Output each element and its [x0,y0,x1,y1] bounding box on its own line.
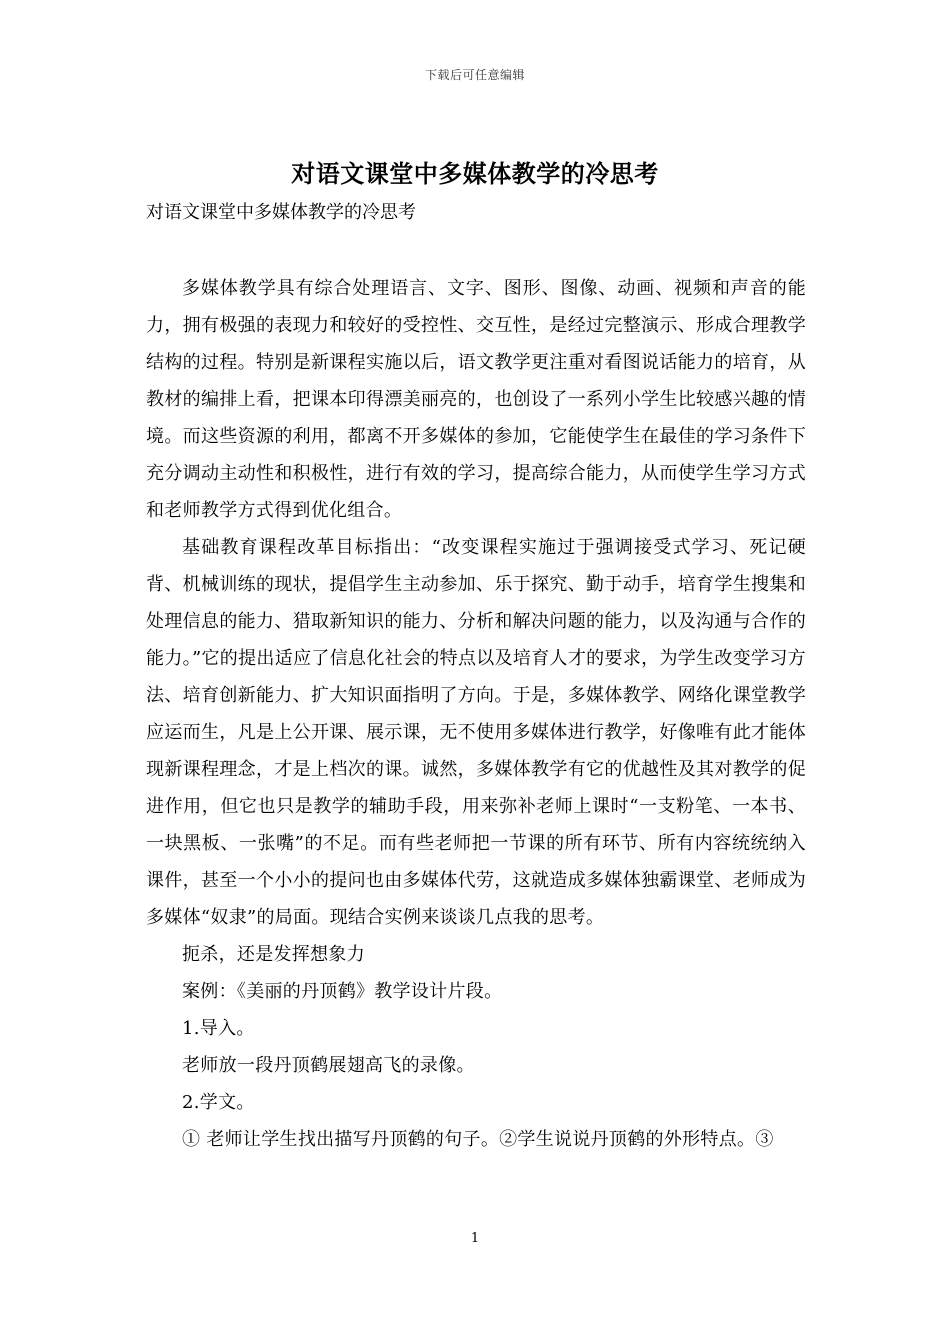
paragraph: 老师放一段丹顶鹤展翅高飞的录像。 [182,1055,475,1076]
document-subtitle: 对语文课堂中多媒体教学的冷思考 [146,202,416,223]
document-title: 对语文课堂中多媒体教学的冷思考 [291,159,659,188]
page-number: 1 [470,1231,480,1246]
document-body [146,270,806,1158]
paragraph: 案例：《美丽的丹顶鹤》教学设计片段。 [182,981,503,1002]
paragraph: 多媒体教学具有综合处理语言、文字、图形、图像、动画、视频和声音的能力，拥有极强的表现力和较好的受控性、交互性，是经过完整演示、形成合理教学结构的过程。特别是新课程实施以后，语文教学更注重对看图说话能力的培育，从教材的编排上看，把课本印得漂美丽亮的，也创设了一系列小学生比较感兴趣的情境。而这些资源的利用，都离不开多媒体的参加，它能使学生在最佳的学习条件下充分调动主动性和积极性，进行有效的学习，提高综合能力，从而使学生学习方式和老师教学方式得到优化组合。 [146,278,806,521]
header-note: 下载后可任意编辑 [424,68,525,82]
section-heading: 扼杀，还是发挥想象力 [182,944,365,965]
paragraph: 1.导入。 [182,1018,255,1039]
paragraph: 基础教育课程改革目标指出：“改变课程实施过于强调接受式学习、死记硬背、机械训练的现状，提倡学生主动参加、乐于探究、勤于动手，培育学生搜集和处理信息的能力、猎取新知识的能力、分析和解决问题的能力，以及沟通与合作的能力。”它的提出适应了信息化社会的特点以及培育人才的要求，为学生改变学习方法、培育创新能力、扩大知识面指明了方向。于是，多媒体教学、网络化课堂教学应运而生，凡是上公开课、展示课，无不使用多媒体进行教学，好像唯有此才能体现新课程理念，才是上档次的课。诚然，多媒体教学有它的优越性及其对教学的促进作用，但它也只是教学的辅助手段，用来弥补老师上课时“一支粉笔、一本书、一块黑板、一张嘴”的不足。而有些老师把一节课的所有环节、所有内容统统纳入课件，甚至一个小小的提问也由多媒体代劳，这就造成多媒体独霸课堂、老师成为多媒体“奴隶”的局面。现结合实例来谈谈几点我的思考。 [146,537,806,928]
paragraph: ① 老师让学生找出描写丹顶鹤的句子。②学生说说丹顶鹤的外形特点。③ [182,1129,774,1150]
paragraph: 2.学文。 [182,1092,255,1113]
